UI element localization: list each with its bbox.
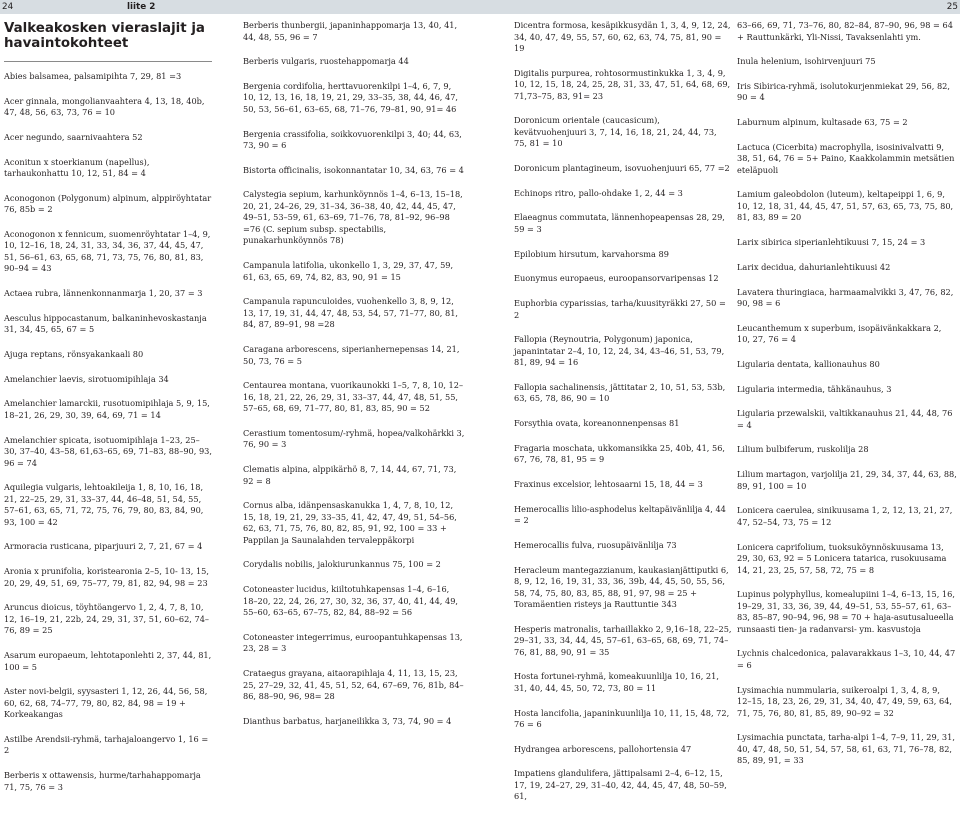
appendix-label: liite 2: [127, 2, 156, 12]
species-entry: Amelanchier spicata, isotuomipihlaja 1–23, 25–30, 37–40, 43–58, 61,63–65, 69, 71–83, 88–90, 93, 96 = 74: [4, 434, 212, 468]
species-entry: Leucanthemum x superbum, isopäivänkakkara 2, 10, 27, 76 = 4: [737, 322, 942, 345]
species-entry: Aconitun x stoerkianum (napellus), tarhaukonhattu 10, 12, 51, 84 = 4: [4, 156, 150, 179]
species-entry: Amelanchier lamarckii, rusotuomipihlaja 5, 9, 15, 18–21, 26, 29, 30, 39, 64, 69, 71 = 14: [4, 398, 210, 420]
species-entry: Cerastium tomentosum/-ryhmä, hopea/valkohärkki 3, 76, 90 = 3: [243, 427, 465, 450]
species-entry: Cornus alba, idänpensaskanukka 1, 4, 7, 8, 10, 12, 15, 18, 19, 21, 29, 33–35, 41, 42, 47, 49, 51, 54–56, 62, 63, 71, 75, 76, 80, 82, 85, 91, 92, 100 = 33 + Pappilan ja Saunalahden tervaleppäkorpi: [243, 500, 457, 545]
species-entry: Bistorta officinalis, isokonnantatar 10, 34, 63, 76 = 4: [243, 164, 464, 175]
species-entry: Dicentra formosa, kesäpikkusydän 1, 3, 4, 9, 12, 24, 34, 40, 47, 49, 55, 57, 60, 62, 63, 74, 75, 81, 90 = 19: [514, 20, 731, 53]
species-entry: Impatiens glandulifera, jättipalsami 2–4, 6–12, 15, 17, 19, 24–27, 29, 31–40, 42, 44, 45, 47, 48, 50–59, 61,: [514, 768, 727, 802]
species-entry: Aconogonon (Polygonum) alpinum, alppiröyhtatar 76, 85b = 2: [4, 192, 212, 215]
species-entry: Actaea rubra, lännenkonnanmarja 1, 20, 37 = 3: [4, 288, 203, 299]
species-entry: Dianthus barbatus, harjaneilikka 3, 73, 74, 90 = 4: [243, 715, 452, 726]
species-entry: Aquilegia vulgaris, lehtoakileija 1, 8, 10, 16, 18, 21, 22–25, 29, 31, 33–37, 44, 46–48, 51, 54, 55, 57–61, 63, 65, 71, 72, 75, 76, 79, 80, 83, 84, 90, 93, 100 = 42: [4, 482, 204, 527]
species-entry: Hemerocallis lilio-asphodelus keltapäivänlilja 4, 44 = 2: [514, 503, 726, 526]
species-entry: Centaurea montana, vuorikaunokki 1–5, 7, 8, 10, 12–16, 18, 21, 22, 26, 29, 31, 33–37, 44, 47, 48, 51, 55, 57–65, 68, 69, 71–77, 80, 81, 83, 85, 90 = 52: [243, 380, 464, 414]
species-entry: Iris Sibirica-ryhmä, isolutokurjenmiekat 29, 56, 82, 90 = 4: [737, 80, 950, 103]
species-entry: Larix sibirica siperianlehtikuusi 7, 15, 24 = 3: [737, 237, 926, 248]
species-entry: Echinops ritro, pallo-ohdake 1, 2, 44 = 3: [514, 187, 683, 198]
species-entry: Amelanchier laevis, sirotuomipihlaja 34: [4, 373, 169, 384]
entry-list: [514, 20, 732, 803]
species-entry: Fallopia sachalinensis, jättitatar 2, 10, 51, 53, 53b, 63, 65, 78, 86, 90 = 10: [514, 381, 726, 404]
species-entry: Calystegia sepium, karhunköynnös 1–4, 6–13, 15–18, 20, 21, 24–26, 29, 31–34, 36–38, 40, 42, 44, 45, 47, 49–51, 53–59, 61, 63–69, 71–76, 78, 81–92, 96–98 =76 (C. sepium subsp. spectabilis, punakarhunköynnös 78): [243, 189, 463, 246]
entry-list: [737, 20, 957, 767]
species-entry: Aconogonon x fennicum, suomenröyhtatar 1–4, 9, 10, 12–16, 18, 24, 31, 33, 34, 36, 37, 44, 45, 47, 51, 56–61, 63, 65, 68, 71, 73, 75, 76, 80, 81, 83, 90–94 = 43: [4, 228, 211, 274]
species-entry: Ligularia przewalskii, valtikkanauhus 21, 44, 48, 76 = 4: [737, 408, 953, 430]
species-entry: Inula helenium, isohirvenjuuri 75: [737, 56, 876, 67]
page-number-left: 24: [2, 2, 14, 12]
species-entry: Ligularia dentata, kallionauhus 80: [737, 358, 880, 369]
species-entry: Epilobium hirsutum, karvahorsma 89: [514, 248, 669, 259]
species-entry: Ajuga reptans, rönsyakankaali 80: [4, 349, 144, 359]
species-entry: Aruncus dioicus, töyhtöangervo 1, 2, 4, 7, 8, 10, 12, 16–19, 21, 22b, 24, 29, 31, 37, 51, 60–62, 74–76, 89 = 25: [4, 602, 210, 636]
species-entry: Armoracia rusticana, piparjuuri 2, 7, 21, 67 = 4: [4, 541, 203, 552]
column-3: [514, 20, 732, 816]
column-1: [4, 20, 212, 806]
species-entry: Lilium bulbiferum, ruskolilja 28: [737, 444, 869, 455]
species-entry: Lavatera thuringiaca, harmaamalvikki 3, 47, 76, 82, 90, 98 = 6: [737, 286, 954, 308]
species-entry: Crataegus grayana, aitaorapihlaja 4, 11, 13, 15, 23, 25, 27–29, 32, 41, 45, 51, 52, 64, 67–69, 76, 81b, 84–86, 88–90, 96, 98= 28: [243, 668, 464, 701]
species-entry: Fallopia (Reynoutria, Polygonum) japonica, japanintatar 2–4, 10, 12, 24, 34, 43–46, 51, 53, 79, 81, 89, 94 = 16: [514, 334, 725, 368]
species-entry: Cotoneaster integerrimus, euroopantuhkapensas 13, 23, 28 = 3: [243, 631, 463, 654]
species-entry: Doronicum plantagineum, isovuohenjuuri 65, 77 =2: [514, 163, 730, 174]
species-entry: Lonicera caprifolium, tuoksuköynnöskuusama 13, 29, 30, 63, 92 = 5 Lonicera tatarica, rusokuusama 14, 21, 23, 25, 57, 58, 72, 75 = 8: [737, 541, 947, 575]
page-header-bar: [0, 0, 960, 14]
species-entry: Bergenia crassifolia, soikkovuorenkilpi 3, 40; 44, 63, 73, 90 = 6: [243, 128, 462, 151]
species-entry: 63–66, 69, 71, 73–76, 80, 82–84, 87–90, 96, 98 = 64 + Rauttunkärki, Yli-Nissi, Tavaksenlahti ym.: [737, 20, 953, 42]
column-2: [243, 20, 465, 740]
species-entry: Heracleum mantegazzianum, kaukasianjättiputki 6, 8, 9, 12, 16, 19, 31, 33, 36, 39b, 44, 45, 50, 55, 56, 58, 74, 75, 80, 83, 85, 88, 91, 97, 98 = 25 + Toramäentien risteys ja Rauttuntie 343: [514, 564, 729, 609]
species-entry: Lupinus polyphyllus, komealupiini 1–4, 6–13, 15, 16, 19–29, 31, 33, 36, 39, 44, 49–51, 53, 55–57, 61, 63–83, 85–87, 90–94, 96, 98 = 70 + haja-asutusalueella runsaasti tien- ja radanvarsi- ym. kasvustoja: [737, 589, 955, 634]
page-number-right: 25: [946, 2, 958, 12]
species-entry: Euphorbia cyparissias, tarha/kuusityräkki 27, 50 = 2: [514, 298, 726, 320]
species-entry: Lysimachia nummularia, suikeroalpi 1, 3, 4, 8, 9, 12–15, 18, 23, 26, 29, 31, 34, 40, 47, 49, 59, 63, 64, 71, 75, 76, 80, 81, 85, 89, 90–92 = 32: [737, 684, 953, 718]
species-entry: Astilbe Arendsii-ryhmä, tarhajaloangervo 1, 16 = 2: [4, 733, 209, 756]
entry-list: [243, 20, 465, 727]
species-entry: Lychnis chalcedonica, palavarakkaus 1–3, 10, 44, 47 = 6: [737, 648, 956, 670]
species-entry: Doronicum orientale (caucasicum), kevätvuohenjuuri 3, 7, 14, 16, 18, 21, 24, 44, 73, 75, 81 = 10: [514, 115, 717, 149]
species-entry: Hosta fortunei-ryhmä, komeakuunlilja 10, 16, 21, 31, 40, 44, 45, 50, 72, 73, 80 = 11: [514, 671, 719, 693]
species-entry: Berberis thunbergii, japaninhappomarja 13, 40, 41, 44, 48, 55, 96 = 7: [243, 20, 458, 42]
species-entry: Aronia x prunifolia, koristearonia 2–5, 10- 13, 15, 20, 29, 49, 51, 69, 75–77, 79, 81, 82, 94, 98 = 23: [4, 566, 209, 588]
species-entry: Hydrangea arborescens, pallohortensia 47: [514, 743, 692, 754]
column-4: [737, 20, 957, 780]
species-entry: Euonymus europaeus, euroopansorvaripensas 12: [514, 273, 719, 284]
species-entry: Aesculus hippocastanum, balkaninhevoskastanja 31, 34, 45, 65, 67 = 5: [4, 312, 207, 335]
species-entry: Caragana arborescens, siperianhernepensas 14, 21, 50, 73, 76 = 5: [243, 344, 460, 366]
species-entry: Cotoneaster lucidus, kiiltotuhkapensas 1–4, 6–16, 18–20, 22, 24, 26, 27, 30, 32, 36, 37, 40, 41, 44, 49, 55–60, 63–65, 67–75, 82, 84, 88–92 = 56: [243, 584, 459, 618]
species-entry: Lonicera caerulea, sinikuusama 1, 2, 12, 13, 21, 27, 47, 52–54, 73, 75 = 12: [737, 505, 953, 527]
page-title: Valkeakosken vieraslajit ja havaintokohteet: [4, 21, 205, 51]
species-entry: Lysimachia punctata, tarha-alpi 1–4, 7–9, 11, 29, 31, 40, 47, 48, 50, 51, 54, 57, 58, 61, 63, 71, 76–78, 82, 85, 89, 91, = 33: [737, 732, 955, 766]
species-entry: Fraxinus excelsior, lehtosaarni 15, 18, 44 = 3: [514, 478, 703, 489]
species-entry: Berberis vulgaris, ruostehappomarja 44: [243, 56, 409, 67]
species-entry: Hesperis matronalis, tarhaillakko 2, 9,16–18, 22–25, 29–31, 33, 34, 44, 45, 57–61, 63–65, 68, 69, 71, 74–76, 81, 88, 90, 91 = 35: [514, 623, 732, 657]
title-divider: [4, 61, 212, 62]
species-entry: Larix decidua, dahurianlehtikuusi 42: [737, 261, 891, 272]
species-entry: Acer negundo, saarnivaahtera 52: [4, 131, 143, 142]
species-entry: Aster novi-belgii, syysasteri 1, 12, 26, 44, 56, 58, 60, 62, 68, 74–77, 79, 80, 82, 84, 98 = 19 + Korkeakangas: [4, 686, 208, 720]
species-entry: Lilium martagon, varjolilja 21, 29, 34, 37, 44, 63, 88, 89, 91, 100 = 10: [737, 469, 957, 491]
species-entry: Bergenia cordifolia, herttavuorenkilpi 1–4, 6, 7, 9, 10, 12, 13, 16, 18, 19, 21, 29, 33–35, 38, 44, 46, 47, 50, 53, 56–61, 63–65, 68, 71–76, 79–81, 90, 91= 46: [243, 80, 459, 114]
species-entry: Elaeagnus commutata, lännenhopeapensas 28, 29, 59 = 3: [514, 212, 725, 234]
species-entry: Berberis x ottawensis, hurme/tarhahappomarja 71, 75, 76 = 3: [4, 770, 201, 792]
species-entry: Hosta lancifolia, japaninkuunlilja 10, 11, 15, 48, 72, 76 = 6: [514, 707, 730, 730]
species-entry: Fragaria moschata, ukkomansikka 25, 40b, 41, 56, 67, 76, 78, 81, 95 = 9: [514, 442, 726, 465]
species-entry: Clematis alpina, alppikärhö 8, 7, 14, 44, 67, 71, 73, 92 = 8: [243, 464, 457, 486]
species-entry: Digitalis purpurea, rohtosormustinkukka 1, 3, 4, 9, 10, 12, 15, 18, 24, 25, 28, 31, 33, 47, 51, 64, 68, 69, 71,73–75, 83, 91= 23: [514, 67, 731, 101]
species-entry: Ligularia intermedia, tähkänauhus, 3: [737, 383, 892, 394]
entry-list: [4, 71, 212, 793]
species-entry: Hemerocallis fulva, ruosupäivänlilja 73: [514, 539, 677, 550]
species-entry: Laburnum alpinum, kultasade 63, 75 = 2: [737, 117, 908, 128]
species-entry: Corydalis nobilis, jalokiurunkannus 75, 100 = 2: [243, 559, 441, 570]
species-entry: Abies balsamea, palsamipihta 7, 29, 81 =3: [4, 71, 182, 81]
species-entry: Acer ginnala, mongolianvaahtera 4, 13, 18, 40b, 47, 48, 56, 63, 73, 76 = 10: [4, 95, 205, 118]
species-entry: Campanula rapunculoides, vuohenkello 3, 8, 9, 12, 13, 17, 19, 31, 44, 47, 48, 53, 54, 57, 71–77, 80, 81, 84, 87, 89–91, 98 =28: [243, 296, 459, 330]
species-entry: Campanula latifolia, ukonkello 1, 3, 29, 37, 47, 59, 61, 63, 65, 69, 74, 82, 83, 90, 91 = 15: [243, 260, 454, 282]
species-entry: Lactuca (Cicerbita) macrophylla, isosinivalvatti 9, 38, 51, 64, 76 = 5+ Paino, Kaakkolammin metsätien eteläpuoli: [737, 141, 955, 175]
species-entry: Asarum europaeum, lehtotaponlehti 2, 37, 44, 81, 100 = 5: [4, 650, 212, 672]
species-entry: Forsythia ovata, koreanonnenpensas 81: [514, 418, 680, 429]
species-entry: Lamium galeobdolon (luteum), keltapeippi 1, 6, 9, 10, 12, 18, 31, 44, 45, 47, 51, 57, 63, 65, 73, 75, 80, 81, 83, 89 = 20: [737, 189, 954, 223]
